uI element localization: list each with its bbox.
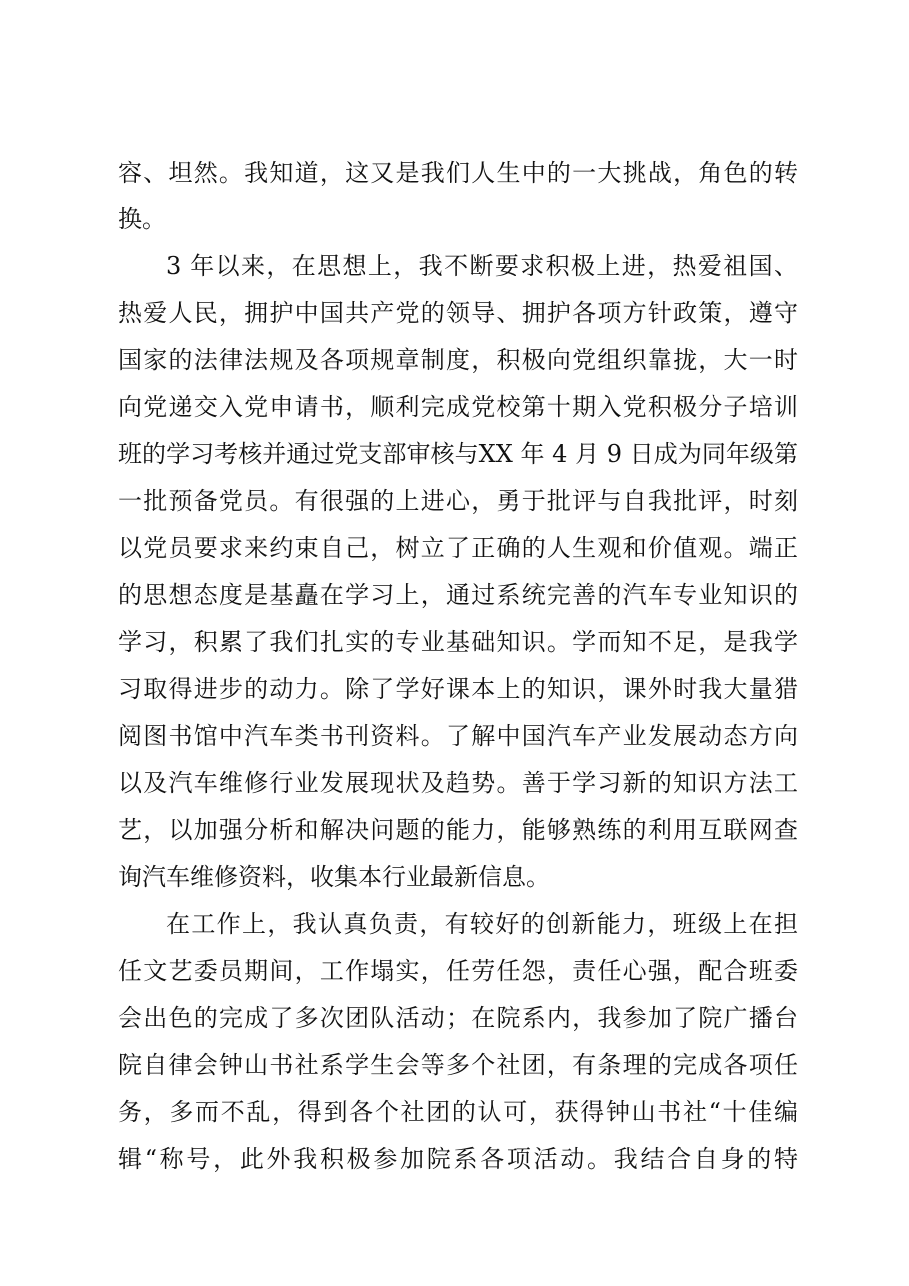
text-line: 热爱人民，拥护中国共产党的领导、拥护各项方针政策，遵守 [118, 299, 798, 327]
text-line: 的思想态度是基矗在学习上，通过系统完善的汽车专业知识的 [118, 581, 798, 609]
text-line: 阅图书馆中汽车类书刊资料。了解中国汽车产业发展动态方向 [118, 722, 798, 750]
text-line: 以及汽车维修行业发展现状及趋势。善于学习新的知识方法工 [118, 769, 798, 797]
text-line: 换。 [118, 205, 166, 233]
text-line: 询汽车维修资料，收集本行业最新信息。 [118, 863, 550, 891]
text-line: 会出色的完成了多次团队活动；在院系内，我参加了院广播台 [118, 1004, 798, 1032]
paragraph-first-line: 3 年以来，在思想上，我不断要求积极上进，热爱祖国、 [166, 252, 798, 280]
text-line: 一批预备党员。有很强的上进心，勇于批评与自我批评，时刻 [118, 487, 798, 515]
text-line: 艺，以加强分析和解决问题的能力，能够熟练的利用互联网查 [118, 816, 798, 844]
text-line: 班的学习考核并通过党支部审核与XX 年 4 月 9 日成为同年级第 [118, 440, 798, 468]
text-line: 学习，积累了我们扎实的专业基础知识。学而知不足，是我学 [118, 628, 798, 656]
text-line: 任文艺委员期间，工作塌实，任劳任怨，责任心强，配合班委 [118, 957, 798, 985]
text-line: 辑“称号，此外我积极参加院系各项活动。我结合自身的特 [118, 1145, 798, 1173]
text-line: 国家的法律法规及各项规章制度，积极向党组织靠拢，大一时 [118, 346, 798, 374]
text-line: 院自律会钟山书社系学生会等多个社团，有条理的完成各项任 [118, 1051, 798, 1079]
text-line: 务，多而不乱，得到各个社团的认可，获得钟山书社“十佳编 [118, 1098, 798, 1126]
text-line: 容、坦然。我知道，这又是我们人生中的一大挑战，角色的转 [118, 159, 798, 187]
text-line: 以党员要求来约束自己，树立了正确的人生观和价值观。端正 [118, 534, 798, 562]
paragraph-first-line: 在工作上，我认真负责，有较好的创新能力，班级上在担 [166, 910, 798, 938]
text-line: 习取得进步的动力。除了学好课本上的知识，课外时我大量猎 [118, 675, 798, 703]
text-line: 向党递交入党申请书，顺利完成党校第十期入党积极分子培训 [118, 393, 798, 421]
